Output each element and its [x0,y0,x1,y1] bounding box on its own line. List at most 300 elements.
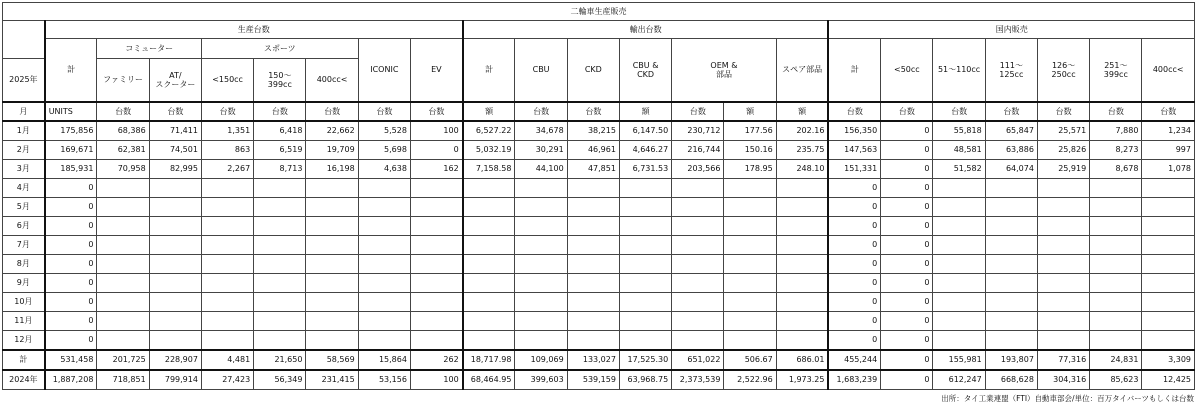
table-cell [149,236,201,255]
table-cell [463,179,515,198]
table-cell: 455,244 [828,350,880,370]
table-cell [619,236,671,255]
table-cell: 8,678 [1090,160,1142,179]
year-label-cell [3,21,45,59]
table-cell [1090,312,1142,331]
table-cell: 0 [881,217,933,236]
table-cell [672,217,724,236]
col-export-total: 計 [463,39,515,103]
table-cell [672,198,724,217]
table-cell [515,293,567,312]
table-cell: 8,713 [254,160,306,179]
table-cell [567,293,619,312]
table-cell [410,236,462,255]
table-cell [306,331,358,351]
table-cell [149,179,201,198]
table-cell [567,217,619,236]
table-cell: 202.16 [776,121,828,141]
table-cell [619,312,671,331]
table-cell: 262 [410,350,462,370]
table-cell: 0 [881,236,933,255]
col-150-399: 150～ 399cc [254,59,306,103]
table-cell [724,293,776,312]
row-label: 8月 [3,255,45,274]
table-cell [724,312,776,331]
table-cell [149,312,201,331]
table-cell [619,274,671,293]
table-cell: 4,646.27 [619,141,671,160]
table-cell [1090,217,1142,236]
table-cell [254,217,306,236]
table-cell [149,274,201,293]
table-cell: 34,678 [515,121,567,141]
table-cell: 16,198 [306,160,358,179]
table-cell: 0 [828,198,880,217]
table-cell: 82,995 [149,160,201,179]
table-cell [724,331,776,351]
source-note: 出所：タイ工業連盟（FTI）自動車部会/単位：百万タイバーツもしくは台数 [941,394,1194,403]
table-cell: 77,316 [1037,350,1089,370]
col-domestic-total: 計 [828,39,880,103]
table-cell: 2,373,539 [672,370,724,390]
table-cell: 62,381 [97,141,149,160]
table-cell: 70,958 [97,160,149,179]
production-sales-table [2,2,1195,390]
table-cell: 21,650 [254,350,306,370]
table-cell [724,179,776,198]
month-label: 月 [3,102,45,121]
table-cell: 175,856 [45,121,97,141]
table-row [3,255,1195,274]
table-cell [933,312,985,331]
table-cell: 216,744 [672,141,724,160]
table-cell: 0 [881,331,933,351]
unit-cell: 台数 [97,102,149,121]
table-row [3,293,1195,312]
table-row [3,236,1195,255]
table-cell [1142,236,1195,255]
table-cell: 147,563 [828,141,880,160]
table-cell [776,179,828,198]
table-cell [619,217,671,236]
table-cell [410,312,462,331]
table-cell [306,198,358,217]
table-cell [1090,331,1142,351]
table-cell: 0 [881,370,933,390]
table-cell: 65,847 [985,121,1037,141]
table-row [3,160,1195,179]
unit-cell: 台数 [410,102,462,121]
table-cell [933,293,985,312]
table-cell: 24,831 [1090,350,1142,370]
table-cell [724,274,776,293]
table-row [3,217,1195,236]
unit-cell: 台数 [149,102,201,121]
table-cell: 1,234 [1142,121,1195,141]
table-cell: 2,522.96 [724,370,776,390]
table-cell: 612,247 [933,370,985,390]
table-cell: 5,032.19 [463,141,515,160]
table-cell [358,179,410,198]
table-cell: 539,159 [567,370,619,390]
unit-cell: 台数 [1142,102,1195,121]
table-cell [201,236,253,255]
table-cell [619,198,671,217]
table-cell [985,274,1037,293]
table-cell [1142,217,1195,236]
table-cell [463,236,515,255]
table-cell: 12,425 [1142,370,1195,390]
table-cell: 74,501 [149,141,201,160]
table-cell [358,274,410,293]
table-cell [201,255,253,274]
table-cell: 0 [881,141,933,160]
table-cell: 22,662 [306,121,358,141]
unit-cell: 台数 [881,102,933,121]
table-cell [776,236,828,255]
table-cell: 718,851 [97,370,149,390]
table-cell: 0 [45,293,97,312]
row-label: 6月 [3,217,45,236]
table-cell [358,198,410,217]
table-cell [515,198,567,217]
table-cell: 686.01 [776,350,828,370]
table-cell: 7,158.58 [463,160,515,179]
table-cell [97,255,149,274]
table-cell [463,312,515,331]
table-cell: 0 [828,255,880,274]
row-label: 5月 [3,198,45,217]
table-title: 二輪車生産販売 [3,3,1195,21]
table-cell: 203,566 [672,160,724,179]
table-cell: 18,717.98 [463,350,515,370]
table-cell: 6,519 [254,141,306,160]
table-cell [933,179,985,198]
table-cell [1142,198,1195,217]
table-cell [1090,274,1142,293]
table-cell: 1,351 [201,121,253,141]
row-label: 3月 [3,160,45,179]
unit-cell: 額 [776,102,828,121]
table-cell [515,331,567,351]
table-cell: 71,411 [149,121,201,141]
table-cell: 5,528 [358,121,410,141]
table-cell [358,255,410,274]
table-cell: 155,981 [933,350,985,370]
row-label: 11月 [3,312,45,331]
col-cbu: CBU [515,39,567,103]
table-cell: 997 [1142,141,1195,160]
table-cell: 7,880 [1090,121,1142,141]
table-cell: 1,078 [1142,160,1195,179]
table-cell: 151,331 [828,160,880,179]
table-cell [567,274,619,293]
table-cell: 235.75 [776,141,828,160]
table-cell: 0 [45,312,97,331]
table-cell [1037,236,1089,255]
table-cell [985,293,1037,312]
table-cell [463,198,515,217]
table-cell [463,293,515,312]
col-ev: EV [410,39,462,103]
table-cell [358,293,410,312]
unit-cell: 台数 [201,102,253,121]
col-lt150: <150cc [201,59,253,103]
table-cell: 25,919 [1037,160,1089,179]
table-cell [776,293,828,312]
table-cell: 58,569 [306,350,358,370]
unit-cell: 台数 [567,102,619,121]
table-cell: 156,350 [828,121,880,141]
unit-cell: 台数 [828,102,880,121]
col-111-125: 111～ 125cc [985,39,1037,103]
table-cell: 178.95 [724,160,776,179]
table-cell: 4,481 [201,350,253,370]
table-cell [97,179,149,198]
table-cell: 15,864 [358,350,410,370]
table-cell [1142,312,1195,331]
table-cell: 799,914 [149,370,201,390]
table-cell: 6,418 [254,121,306,141]
table-cell [410,255,462,274]
table-cell: 55,818 [933,121,985,141]
table-cell [724,236,776,255]
table-cell: 3,309 [1142,350,1195,370]
table-cell: 1,973.25 [776,370,828,390]
table-cell: 4,638 [358,160,410,179]
unit-cell: 台数 [254,102,306,121]
table-cell [97,217,149,236]
unit-cell: 台数 [515,102,567,121]
table-cell: 27,423 [201,370,253,390]
table-cell [933,217,985,236]
col-400-up: 400cc< [1142,39,1195,103]
table-cell [149,217,201,236]
table-cell: 8,273 [1090,141,1142,160]
table-cell [149,331,201,351]
table-cell: 668,628 [985,370,1037,390]
table-cell [254,274,306,293]
table-cell [254,312,306,331]
unit-cell: 台数 [672,102,724,121]
col-spare-parts: スペア部品 [776,39,828,103]
table-cell [463,331,515,351]
col-ckd: CKD [567,39,619,103]
table-cell: 68,464.95 [463,370,515,390]
row-label: 9月 [3,274,45,293]
table-cell [410,331,462,351]
col-family: ファミリー [97,59,149,103]
table-cell [97,293,149,312]
table-cell [1090,236,1142,255]
table-cell: 0 [45,236,97,255]
table-cell: 0 [881,274,933,293]
table-cell: 162 [410,160,462,179]
table-cell [410,179,462,198]
table-cell [933,236,985,255]
table-cell: 5,698 [358,141,410,160]
table-cell [306,312,358,331]
table-cell: 25,826 [1037,141,1089,160]
table-cell: 0 [881,160,933,179]
table-cell [1037,293,1089,312]
row-label: 2024年 [3,370,45,390]
table-cell: 63,886 [985,141,1037,160]
table-cell: 0 [45,331,97,351]
table-cell: 506.67 [724,350,776,370]
table-cell: 100 [410,121,462,141]
unit-cell: 台数 [933,102,985,121]
table-cell [201,331,253,351]
table-cell: 185,931 [45,160,97,179]
table-cell [306,274,358,293]
table-cell [254,331,306,351]
row-label: 4月 [3,179,45,198]
col-251-399: 251～ 399cc [1090,39,1142,103]
table-cell: 0 [45,198,97,217]
unit-cell: 台数 [358,102,410,121]
table-cell [306,179,358,198]
table-cell: 0 [881,293,933,312]
table-cell [97,274,149,293]
table-cell [515,312,567,331]
table-cell [567,179,619,198]
table-cell: 1,683,239 [828,370,880,390]
table-cell [985,255,1037,274]
table-cell [1037,274,1089,293]
table-cell [1090,293,1142,312]
table-cell [410,217,462,236]
table-cell [776,312,828,331]
table-cell: 47,851 [567,160,619,179]
table-row [3,179,1195,198]
section-production: 生産台数 [45,21,463,39]
table-row [3,198,1195,217]
table-cell [97,236,149,255]
table-cell: 0 [45,274,97,293]
table-cell [724,217,776,236]
table-cell [567,331,619,351]
table-row [3,274,1195,293]
table-cell [410,274,462,293]
table-cell [201,293,253,312]
table-cell [567,198,619,217]
table-cell: 0 [45,255,97,274]
table-cell [776,198,828,217]
col-51-110: 51～110cc [933,39,985,103]
table-cell [985,217,1037,236]
row-label: 計 [3,350,45,370]
table-cell: 63,968.75 [619,370,671,390]
table-cell [567,255,619,274]
table-cell [933,331,985,351]
table-cell: 863 [201,141,253,160]
table-cell [672,312,724,331]
table-cell: 1,887,208 [45,370,97,390]
row-label: 1月 [3,121,45,141]
table-cell [254,255,306,274]
table-cell [933,255,985,274]
table-cell: 0 [881,312,933,331]
table-cell [985,179,1037,198]
table-cell [933,198,985,217]
table-cell: 109,069 [515,350,567,370]
table-cell: 0 [828,236,880,255]
table-cell: 231,415 [306,370,358,390]
table-cell [672,179,724,198]
unit-cell: UNITS [45,102,97,121]
table-cell: 531,458 [45,350,97,370]
table-cell [149,293,201,312]
unit-cell: 台数 [1037,102,1089,121]
table-cell: 169,671 [45,141,97,160]
unit-cell: 額 [724,102,776,121]
table-cell: 19,709 [306,141,358,160]
table-cell: 64,074 [985,160,1037,179]
unit-cell: 台数 [985,102,1037,121]
table-cell: 201,725 [97,350,149,370]
table-cell [1142,255,1195,274]
table-cell [254,236,306,255]
table-cell: 6,147.50 [619,121,671,141]
row-label: 12月 [3,331,45,351]
col-iconic: ICONIC [358,39,410,103]
row-label: 7月 [3,236,45,255]
table-cell: 68,386 [97,121,149,141]
table-cell: 230,712 [672,121,724,141]
unit-cell: 台数 [306,102,358,121]
table-row [3,331,1195,351]
table-cell [1142,331,1195,351]
table-cell: 38,215 [567,121,619,141]
table-cell [515,217,567,236]
table-cell [1037,255,1089,274]
table-cell [985,312,1037,331]
col-400-sports: 400cc< [306,59,358,103]
table-cell [97,312,149,331]
table-cell [254,179,306,198]
table-cell: 0 [45,217,97,236]
row-label: 2月 [3,141,45,160]
table-cell: 2,267 [201,160,253,179]
table-cell [619,293,671,312]
table-cell [306,217,358,236]
col-commuter: コミューター [97,39,202,59]
table-cell [201,179,253,198]
table-cell [1037,198,1089,217]
table-cell: 51,582 [933,160,985,179]
year-label: 2025年 [3,59,45,103]
table-cell: 0 [828,274,880,293]
table-cell [201,217,253,236]
table-cell [1142,274,1195,293]
table-cell: 6,527.22 [463,121,515,141]
table-cell [985,331,1037,351]
table-cell: 228,907 [149,350,201,370]
table-cell [567,236,619,255]
table-cell [1090,198,1142,217]
table-cell [358,331,410,351]
table-cell [672,255,724,274]
table-cell [463,217,515,236]
table-cell: 399,603 [515,370,567,390]
table-cell: 248.10 [776,160,828,179]
col-lt50: <50cc [881,39,933,103]
table-cell: 30,291 [515,141,567,160]
table-cell: 25,571 [1037,121,1089,141]
table-cell: 56,349 [254,370,306,390]
table-cell [672,274,724,293]
